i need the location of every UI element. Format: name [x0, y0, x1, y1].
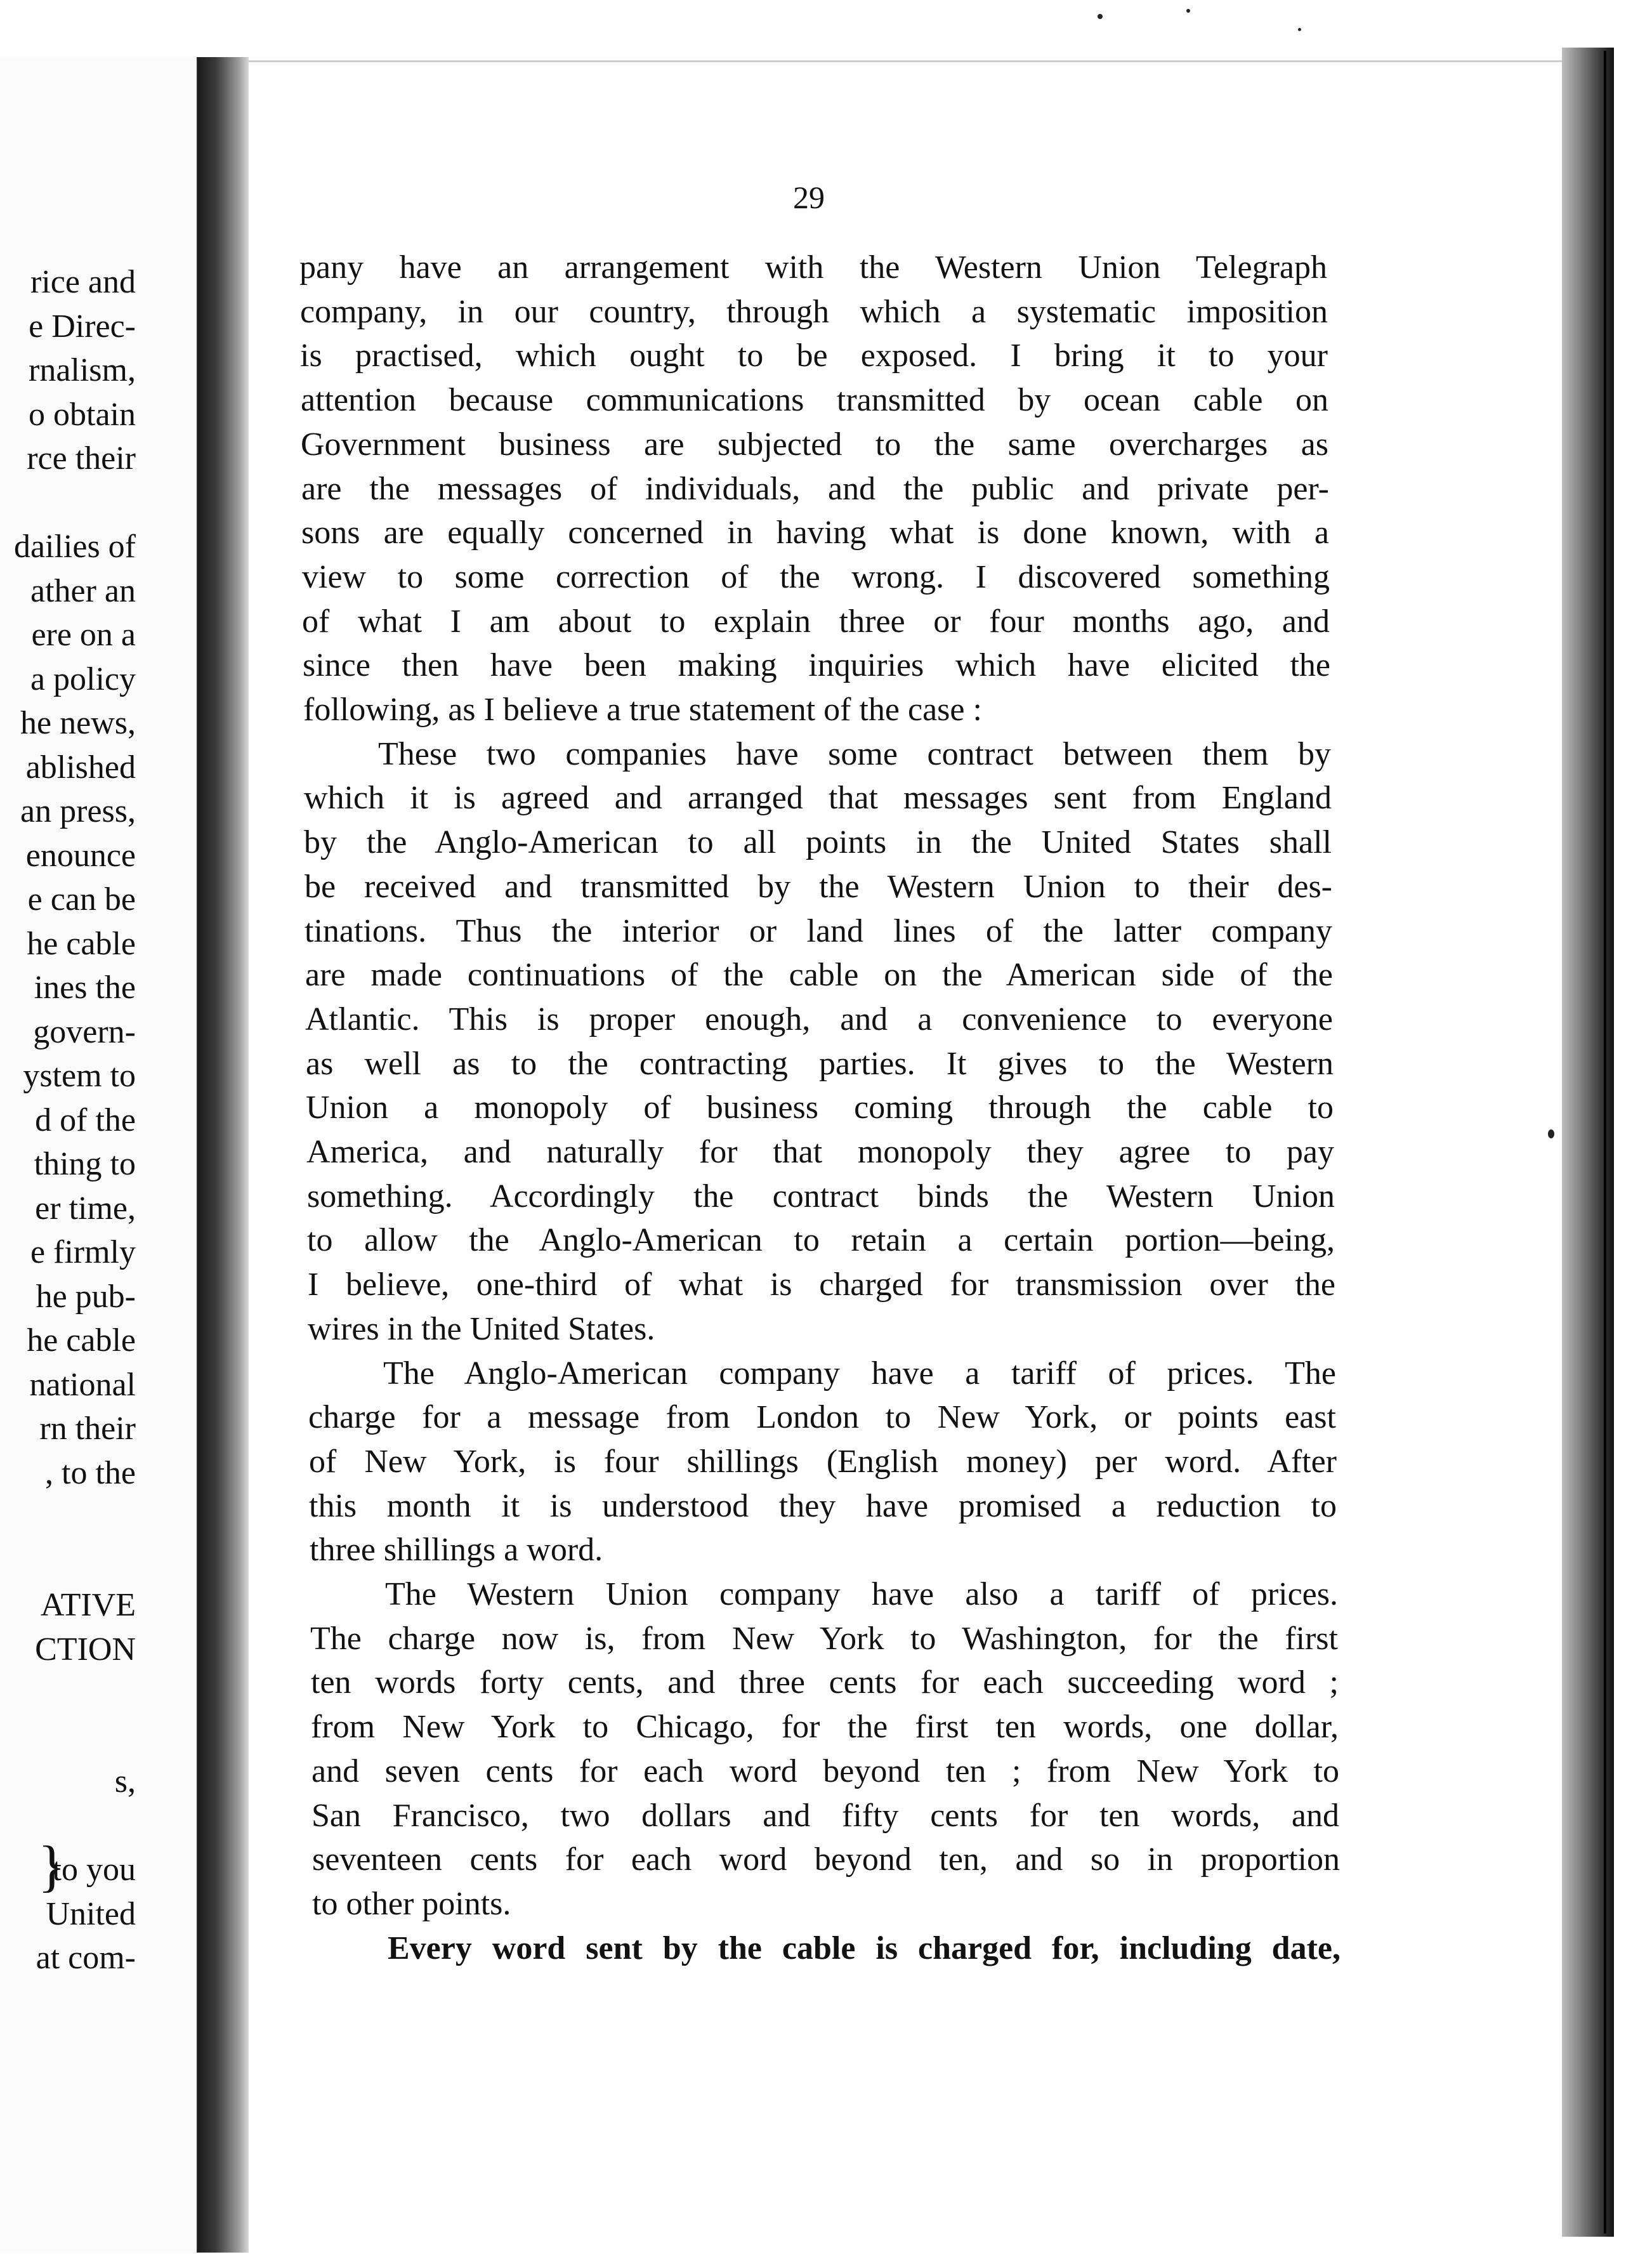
left-page-line: o obtain [29, 396, 136, 433]
left-page-line: at com- [36, 1940, 136, 1976]
body-line: something. Accordingly the contract binds the Western Union [307, 1178, 1335, 1214]
body-line: seventeen cents for each word beyond ten, and so in proportion [312, 1841, 1340, 1878]
body-line: attention because communications transmitted by ocean cable on [301, 382, 1328, 419]
body-line: three shillings a word. [310, 1532, 603, 1569]
scan-speck [1298, 28, 1301, 31]
left-page-line: a policy [30, 661, 136, 697]
body-line: wires in the United States. [308, 1310, 655, 1347]
left-page-line: e can be [27, 881, 136, 918]
body-line: The charge now is, from New York to Washington, for the first [310, 1620, 1338, 1657]
left-page-line: to you [52, 1852, 136, 1888]
left-page-line: he pub- [36, 1278, 136, 1315]
body-line: pany have an arrangement with the Western Union Telegraph [299, 249, 1327, 286]
left-page-line: rice and [30, 264, 136, 300]
left-facing-page [0, 57, 200, 2253]
left-page-line: dailies of [13, 529, 136, 565]
body-line: The Anglo-American company have a tariff of prices. The [383, 1355, 1336, 1392]
body-line: be received and transmitted by the Western Union to their des- [305, 868, 1332, 905]
left-page-line: national [29, 1366, 136, 1403]
body-line: to other points. [312, 1885, 511, 1922]
left-page-line: e firmly [30, 1234, 136, 1270]
left-page-line: s, [114, 1763, 136, 1800]
left-page-line: CTION [35, 1631, 136, 1668]
left-page-line: he news, [20, 705, 136, 741]
left-page-line: rnalism, [29, 352, 136, 388]
body-line: as well as to the contracting parties. It gives to the Western [306, 1045, 1334, 1082]
book-gutter-shadow [198, 57, 249, 2253]
left-page-line: ines the [34, 970, 136, 1006]
left-page-line: er time, [35, 1190, 136, 1227]
body-line: company, in our country, through which a systematic imposition [300, 293, 1328, 330]
left-page-line: e Direc- [29, 308, 136, 345]
body-line: which it is agreed and arranged that messages sent from England [304, 780, 1332, 817]
scan-speck [1098, 14, 1103, 19]
scan-speck [1548, 1129, 1554, 1138]
body-line: ten words forty cents, and three cents for each succeeding word ; [311, 1664, 1339, 1701]
left-page-line: he cable [27, 925, 136, 962]
body-line: view to some correction of the wrong. I discovered something [302, 558, 1330, 595]
left-page-line: rce their [27, 440, 136, 477]
left-page-line: enounce [25, 837, 136, 874]
body-line: following, as I believe a true statement of the case : [303, 692, 982, 728]
body-line: The Western Union company have also a tariff of prices. [385, 1576, 1338, 1612]
body-line: These two companies have some contract between them by [378, 735, 1331, 772]
body-line: I believe, one-third of what is charged for transmission over the [308, 1267, 1335, 1303]
left-page-line: ablished [25, 749, 136, 786]
body-line: America, and naturally for that monopoly they agree to pay [306, 1134, 1334, 1170]
body-line: of New York, is four shillings (English money) per word. After [309, 1443, 1337, 1480]
body-line: from New York to Chicago, for the first ten words, one dollar, [311, 1709, 1339, 1746]
body-line: sons are equally concerned in having what is done known, with a [301, 515, 1329, 551]
left-page-line: , to the [45, 1454, 136, 1491]
left-page-line: thing to [34, 1146, 136, 1182]
scan-speck [1186, 9, 1190, 13]
left-page-line: he cable [27, 1322, 136, 1359]
body-line: Every word sent by the cable is charged for, including date, [388, 1930, 1341, 1966]
left-page-line: rn their [39, 1411, 136, 1447]
body-line: Government business are subjected to the same overcharges as [301, 426, 1328, 463]
body-line: and seven cents for each word beyond ten ; from New York to [311, 1753, 1339, 1789]
left-page-brace: } [38, 1835, 66, 1898]
body-line: charge for a message from London to New York, or points east [308, 1399, 1336, 1436]
body-line: Atlantic. This is proper enough, and a convenience to everyone [305, 1001, 1333, 1037]
body-line: tinations. Thus the interior or land lines of the latter company [305, 912, 1332, 949]
page-edge-line [1604, 51, 1606, 2234]
left-page-line: d of the [35, 1102, 136, 1138]
left-page-line: govern- [33, 1013, 136, 1050]
body-line: to allow the Anglo-American to retain a certain portion—being, [307, 1222, 1335, 1259]
left-page-line: ere on a [31, 617, 136, 653]
body-line: Union a monopoly of business coming through the cable to [306, 1089, 1334, 1126]
body-line: by the Anglo-American to all points in the United States shall [304, 824, 1332, 861]
left-page-line: an press, [20, 793, 136, 829]
body-line: is practised, which ought to be exposed. I bring it to your [300, 338, 1328, 374]
page-number: 29 [793, 180, 825, 215]
body-line: San Francisco, two dollars and fifty cents for ten words, and [311, 1797, 1339, 1834]
body-line: are made continuations of the cable on the American side of the [305, 957, 1333, 994]
body-line: since then have been making inquiries which have elicited the [303, 647, 1330, 684]
left-page-line: United [46, 1895, 136, 1932]
body-line: this month it is understood they have promised a reduction to [309, 1487, 1337, 1524]
left-page-line: ATIVE [40, 1587, 136, 1623]
body-line: of what I am about to explain three or four months ago, and [302, 603, 1330, 640]
left-page-line: ather an [30, 572, 136, 609]
left-page-line: ystem to [23, 1058, 136, 1094]
body-line: are the messages of individuals, and the public and private per- [301, 470, 1329, 507]
